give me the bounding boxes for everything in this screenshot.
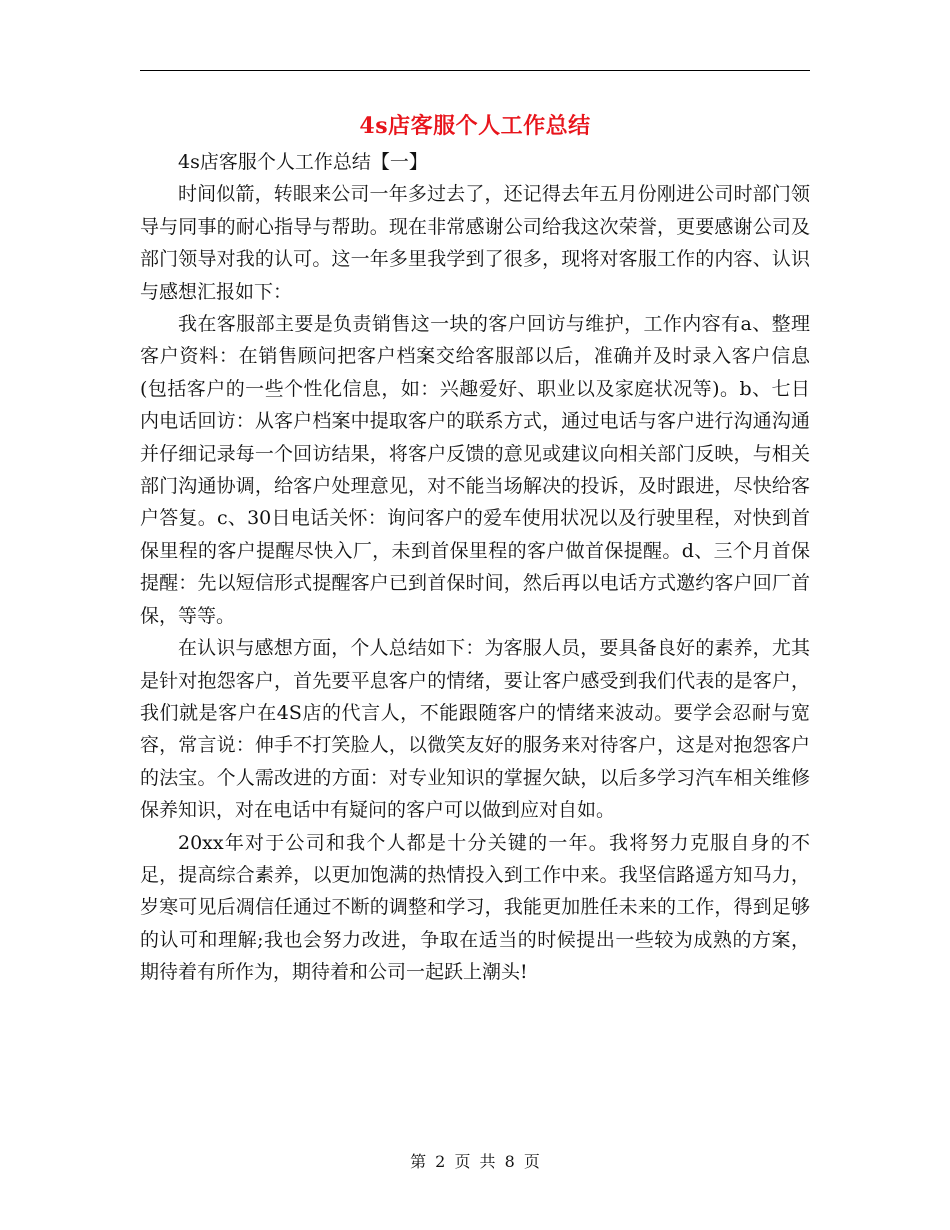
page-number-footer: 第 2 页 共 8 页	[410, 1152, 540, 1171]
paragraph-4: 20xx年对于公司和我个人都是十分关键的一年。我将努力克服自身的不足，提高综合素养，以更加饱满的热情投入到工作中来。我坚信路遥方知马力，岁寒可见后凋信任通过不断的调整和学习，我能更加胜任未来的工作，得到足够的认可和理解;我也会努力改进，争取在适当的时候提出一些较为成熟的方案，期待着有所作为，期待着和公司一起跃上潮头!	[140, 831, 810, 984]
paragraph-3: 在认识与感想方面，个人总结如下：为客服人员，要具备良好的素养，尤其是针对抱怨客户，首先要平息客户的情绪，要让客户感受到我们代表的是客户，我们就是客户在4S店的代言人，不能跟随客户的情绪来波动。要学会忍耐与宽容，常言说：伸手不打笑脸人，以微笑友好的服务来对待客户，这是对抱怨客户的法宝。个人需改进的方面：对专业知识的掌握欠缺，以后多学习汽车相关维修保养知识，对在电话中有疑问的客户可以做到应对自如。	[140, 637, 810, 822]
document-title: 4s店客服个人工作总结	[359, 113, 591, 139]
document-body	[140, 146, 810, 989]
paragraph-2: 我在客服部主要是负责销售这一块的客户回访与维护，工作内容有a、整理客户资料：在销售顾问把客户档案交给客服部以后，准确并及时录入客户信息(包括客户的一些个性化信息，如：兴趣爱好、职业以及家庭状况等)。b、七日内电话回访：从客户档案中提取客户的联系方式，通过电话与客户进行沟通沟通并仔细记录每一个回访结果，将客户反馈的意见或建议向相关部门反映，与相关部门沟通协调，给客户处理意见，对不能当场解决的投诉，及时跟进，尽快给客户答复。c、30日电话关怀：询问客户的爱车使用状况以及行驶里程，对快到首保里程的客户提醒尽快入厂，未到首保里程的客户做首保提醒。d、三个月首保提醒：先以短信形式提醒客户已到首保时间，然后再以电话方式邀约客户回厂首保，等等。	[140, 313, 810, 627]
header-rule	[140, 70, 810, 71]
section-heading: 4s店客服个人工作总结【一】	[178, 151, 428, 173]
paragraph-1: 时间似箭，转眼来公司一年多过去了，还记得去年五月份刚进公司时部门领导与同事的耐心指导与帮助。现在非常感谢公司给我这次荣誉，更要感谢公司及部门领导对我的认可。这一年多里我学到了很多，现将对客服工作的内容、认识与感想汇报如下：	[140, 183, 810, 303]
